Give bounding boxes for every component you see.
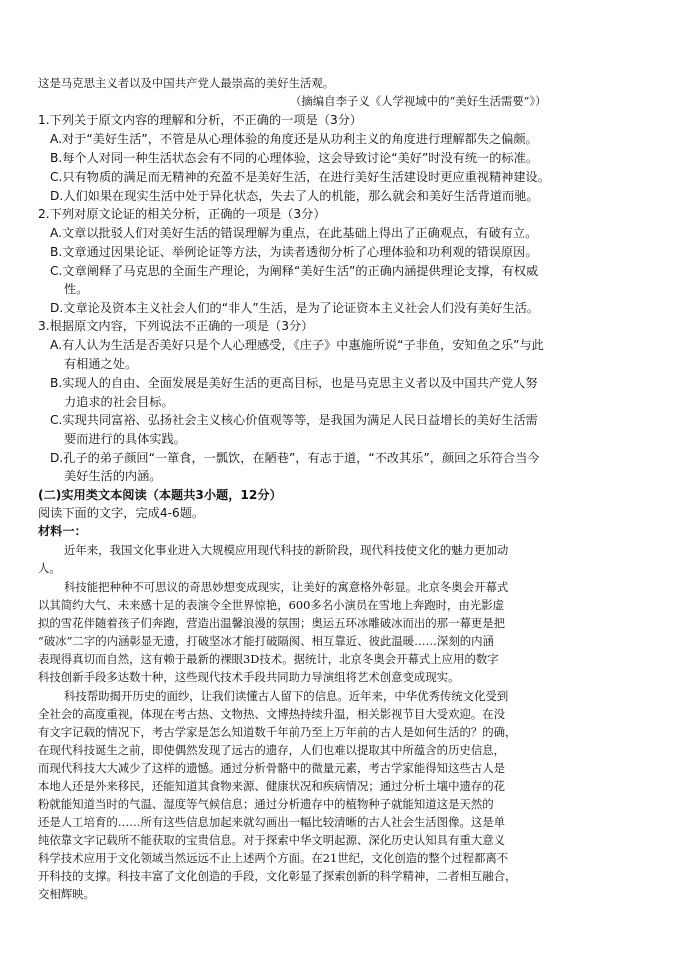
body-line: 表现得真切而自然，这有赖于最新的裸眼3D技术。据统计，北京冬奥会开幕式上应用的数字: [38, 652, 499, 666]
question-3-option-a-cont: 有相通之处。: [64, 357, 138, 371]
body-line: 科技创新手段多达数十种，这些现代技术手段共同助力导演组将艺术创意变成现实。: [38, 670, 460, 684]
body-line: 以其简约大气、未来感十足的表演令全世界惊艳，600多名小演员在雪地上奔跑时，由光影虚: [38, 598, 504, 612]
question-3-option-a[interactable]: A.有人认为生活是否美好只是个人心理感受，《庄子》中惠施所说“子非鱼，安知鱼之乐”与此: [50, 338, 544, 352]
body-line: 拟的雪花伴随着孩子们奔跑，营造出温馨浪漫的氛围；奥运五环冰雕破冰而出的那一幕更是把: [38, 616, 506, 630]
body-line: 本地人还是外来移民，还能知道其食物来源、健康状况和疾病情况；通过分析土壤中遗存的花: [38, 779, 506, 793]
question-1-option-a[interactable]: A.对于“美好生活”，不管是从心理体验的角度还是从功利主义的角度进行理解都失之偏颇。: [50, 132, 538, 146]
question-3-option-c[interactable]: C.实现共同富裕、弘扬社会主义核心价值观等等，是我国为满足人民日益增长的美好生活需: [50, 413, 538, 427]
source-citation: （摘编自李子义《人学视域中的“美好生活需要”》）: [290, 94, 547, 108]
question-2-option-a[interactable]: A.文章以批驳人们对美好生活的错误理解为重点，在此基础上得出了正确观点，有破有立。: [50, 226, 538, 240]
question-1-option-c[interactable]: C.只有物质的满足而无精神的充盈不是美好生活，在进行美好生活建设时更应重视精神建设。: [50, 170, 550, 184]
section-instruction: 阅读下面的文字，完成4-6题。: [38, 506, 205, 520]
body-line: 在现代科技诞生之前，即使偶然发现了远古的遗存，人们也难以提取其中所蕴含的历史信息，: [38, 743, 506, 757]
body-line: 交相辉映。: [38, 887, 95, 901]
body-line: 科技帮助揭开历史的面纱，让我们读懂古人留下的信息。近年来，中华优秀传统文化受到: [64, 689, 509, 703]
body-line: 科学技术应用于文化领域当然远远不止上述两个方面。在21世纪，文化创造的整个过程都离不: [38, 851, 509, 865]
body-line: 人。: [38, 561, 61, 575]
material-label: 材料一：: [38, 524, 87, 538]
body-line: 还是人工培育的……所有这些信息加起来就勾画出一幅比较清晰的古人社会生活图像。这是单: [38, 815, 506, 829]
question-2-option-c-cont: 性。: [64, 282, 89, 296]
question-2-option-b[interactable]: B.文章通过因果论证、举例论证等方法，为读者透彻分析了心理体验和功利观的错误原因。: [50, 245, 538, 259]
lead-line: 这是马克思主义者以及中国共产党人最崇高的美好生活观。: [38, 76, 335, 90]
question-3-option-b[interactable]: B.实现人的自由、全面发展是美好生活的更高目标，也是马克思主义者以及中国共产党人努: [50, 376, 538, 390]
body-line: 有文字记载的情况下，考古学家是怎么知道数千年前乃至上万年前的古人是如何生活的？的确，: [38, 725, 517, 739]
question-3-option-d-cont: 美好生活的内涵。: [64, 469, 162, 483]
question-2-stem: 2.下列对原文论证的相关分析，正确的一项是（3分）: [38, 207, 326, 221]
question-1-stem: 1.下列关于原文内容的理解和分析，不正确的一项是（3分）: [38, 113, 363, 127]
body-line: 全社会的高度重视，体现在考古热、文物热、文博热持续升温，相关影视节目大受欢迎。在没: [38, 707, 506, 721]
question-2-option-d[interactable]: D.文章论及资本主义社会人们的“非人”生活，是为了论证资本主义社会人们没有美好生活。: [50, 301, 540, 315]
body-line: “破冰”二字的内涵彰显无遗，打破坚冰才能打破隔阂、相互靠近、彼此温暖……深刻的内涵: [38, 634, 494, 648]
question-3-stem: 3.根据原文内容，下列说法不正确的一项是（3分）: [38, 319, 314, 333]
body-line: 开科技的支撑。科技丰富了文化创造的手段，文化彰显了探索创新的科学精神，二者相互融合，: [38, 869, 517, 883]
body-line: 近年来，我国文化事业进入大规模应用现代科技的新阶段，现代科技使文化的魅力更加动: [64, 543, 509, 557]
section-heading: (二)实用类文本阅读（本题共3小题，12分）: [38, 488, 282, 502]
body-line: 纯依靠文字记载所不能获取的宝贵信息。对于探索中华文明起源、深化历史认知具有重大意义: [38, 833, 506, 847]
body-line: 科技能把种种不可思议的奇思妙想变成现实，让美好的寓意格外彰显。北京冬奥会开幕式: [64, 580, 509, 594]
question-3-option-d[interactable]: D.孔子的弟子颜回“一箪食，一瓢饮，在陋巷”，有志于道，“不改其乐”，颜回之乐符合当今: [50, 451, 540, 465]
question-2-option-c[interactable]: C.文章阐释了马克思的全面生产理论，为阐释“美好生活”的正确内涵提供理论支撑，有权威: [50, 264, 539, 278]
body-line: 而现代科技大大减少了这样的遗憾。通过分析骨骼中的微量元素，考古学家能得知这些古人是: [38, 761, 506, 775]
question-3-option-c-cont: 要而进行的具体实践。: [64, 432, 186, 446]
question-1-option-b[interactable]: B.每个人对同一种生活状态会有不同的心理体验，这会导致讨论“美好”时没有统一的标准。: [50, 151, 538, 165]
body-line: 粉就能知道当时的气温、湿度等气候信息；通过分析遗存中的植物种子就能知道这是天然的: [38, 797, 494, 811]
question-3-option-b-cont: 力追求的社会目标。: [64, 395, 174, 409]
question-1-option-d[interactable]: D.人们如果在现实生活中处于异化状态，失去了人的机能，那么就会和美好生活背道而驰。: [50, 189, 539, 203]
